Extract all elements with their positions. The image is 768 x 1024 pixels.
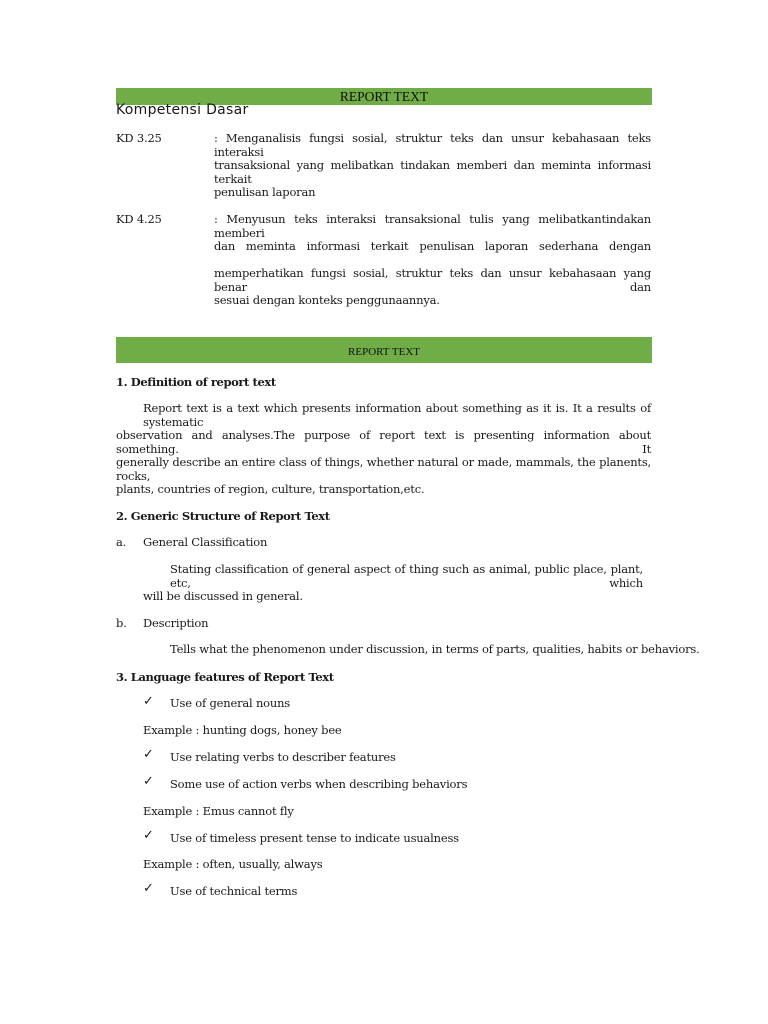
features-title: 3. Language features of Report Text (116, 670, 334, 684)
list-marker: b. (116, 616, 127, 630)
definition-line: observation and analyses.The purpose of report text is presenting information about something. It (116, 428, 651, 456)
feature-item: Use relating verbs to describer features (170, 750, 396, 764)
feature-example: Example : Emus cannot fly (143, 804, 294, 818)
kd-description-line: dan meminta informasi terkait penulisan laporan sederhana dengan (214, 239, 651, 253)
kd-code: KD 3.25 (116, 131, 162, 145)
list-marker: a. (116, 535, 127, 549)
kd-description-line: : Menyusun teks interaksi transaksional tulis yang melibatkantindakan memberi (214, 212, 651, 240)
title-banner: REPORT TEXT (116, 88, 652, 105)
definition-line: generally describe an entire class of things, whether natural or made, mammals, the planents, rocks, (116, 455, 651, 483)
definition-line: plants, countries of region, culture, transportation,etc. (116, 482, 425, 496)
structure-item-text: Stating classification of general aspect of thing such as animal, public place, plant, etc, which (170, 562, 643, 590)
kd-description-line: memperhatikan fungsi sosial, struktur teks dan unsur kebahasaan yang benar dan (214, 266, 651, 294)
checkmark-icon: ✓ (143, 881, 154, 896)
section-banner: REPORT TEXT (116, 337, 652, 363)
checkmark-icon: ✓ (143, 774, 154, 789)
kd-description-line: transaksional yang melibatkan tindakan memberi dan meminta informasi terkait (214, 158, 651, 186)
checkmark-icon: ✓ (143, 694, 154, 709)
definition-line: Report text is a text which presents information about something as it is. It a results of systematic (143, 401, 651, 429)
competency-heading: Kompetensi Dasar (116, 102, 249, 118)
checkmark-icon: ✓ (143, 828, 154, 843)
definition-title: 1. Definition of report text (116, 375, 276, 389)
feature-item: Use of timeless present tense to indicate usualness (170, 831, 459, 845)
structure-item-label: General Classification (143, 535, 268, 549)
feature-item: Use of general nouns (170, 696, 291, 710)
structure-item-text: will be discussed in general. (143, 589, 303, 603)
feature-item: Use of technical terms (170, 884, 298, 898)
feature-example: Example : often, usually, always (143, 857, 323, 871)
kd-code: KD 4.25 (116, 212, 162, 226)
kd-description-line: : Menganalisis fungsi sosial, struktur teks dan unsur kebahasaan teks interaksi (214, 131, 651, 159)
feature-item: Some use of action verbs when describing behaviors (170, 777, 468, 791)
kd-description-line: sesuai dengan konteks penggunaannya. (214, 293, 440, 307)
structure-item-text: Tells what the phenomenon under discussion, in terms of parts, qualities, habits or behaviors. (170, 642, 700, 656)
feature-example: Example : hunting dogs, honey bee (143, 723, 342, 737)
structure-title: 2. Generic Structure of Report Text (116, 509, 330, 523)
structure-item-label: Description (143, 616, 209, 630)
checkmark-icon: ✓ (143, 747, 154, 762)
kd-description-line: penulisan laporan (214, 185, 316, 199)
